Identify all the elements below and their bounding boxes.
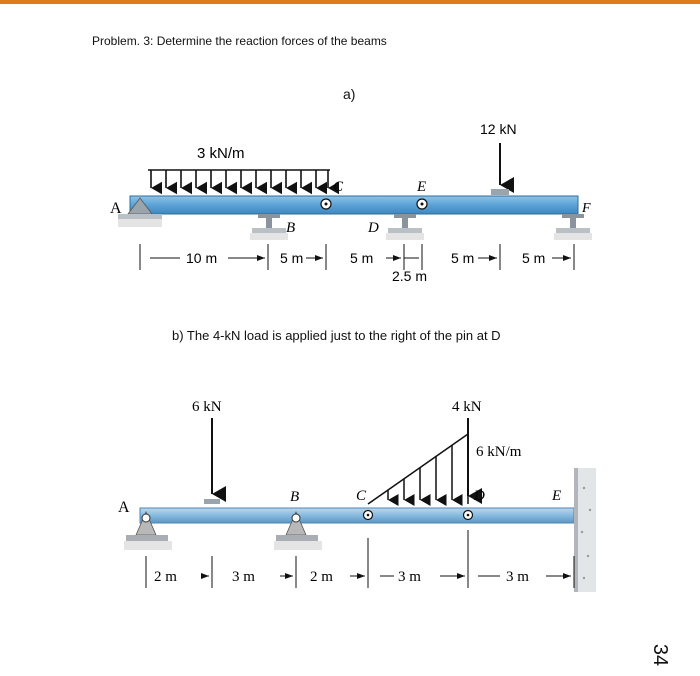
point-load-right-label-b: 4 kN <box>452 399 482 415</box>
point-e-b: E <box>552 488 562 504</box>
page-number: 34 <box>649 643 671 667</box>
dim-a-6: 5 m <box>522 250 546 266</box>
fixed-wall-e-b <box>574 468 596 592</box>
beam-a <box>130 196 578 214</box>
distributed-load-arrows-a <box>148 170 330 188</box>
point-b-b: B <box>290 489 300 505</box>
point-d-a: D <box>368 220 379 236</box>
problem-title: Problem. 3: Determine the reaction forces of the beams <box>92 34 387 48</box>
dim-a-5: 5 m <box>451 250 475 266</box>
distributed-load-label-b: 6 kN/m <box>476 444 522 460</box>
dim-b-3: 2 m <box>310 569 333 585</box>
distributed-load-label-a: 3 kN/m <box>197 145 245 162</box>
part-a-diagram <box>110 121 592 284</box>
support-d-a <box>386 214 424 240</box>
dim-b-5: 3 m <box>506 569 529 585</box>
point-f-a: F <box>582 201 591 216</box>
dim-b-2: 3 m <box>232 569 255 585</box>
point-load-left-label-b: 6 kN <box>192 399 222 415</box>
point-a-b: A <box>118 499 130 516</box>
support-b-a <box>250 214 288 240</box>
triangular-load-b <box>368 434 468 504</box>
support-f-a <box>554 214 592 240</box>
point-e-a: E <box>417 179 427 195</box>
point-c-b: C <box>356 488 367 504</box>
point-b-a: B <box>286 220 296 236</box>
dim-a-1: 10 m <box>186 250 218 266</box>
dim-a-2: 5 m <box>280 250 304 266</box>
part-b-diagram <box>118 399 596 592</box>
dim-a-4: 2.5 m <box>392 268 428 284</box>
point-c-a: C <box>333 179 344 195</box>
load-plate-a <box>491 189 509 195</box>
dim-a-3: 5 m <box>350 250 374 266</box>
part-a-label: a) <box>343 86 356 102</box>
point-d-b: D <box>474 488 485 504</box>
dim-b-1: 2 m <box>154 569 177 585</box>
dim-b-4: 3 m <box>398 569 421 585</box>
point-load-label-a: 12 kN <box>480 121 517 137</box>
point-a-a: A <box>110 200 122 217</box>
beam-b <box>140 508 574 523</box>
part-b-label: b) The 4-kN load is applied just to the right of the pin at D <box>172 328 501 343</box>
